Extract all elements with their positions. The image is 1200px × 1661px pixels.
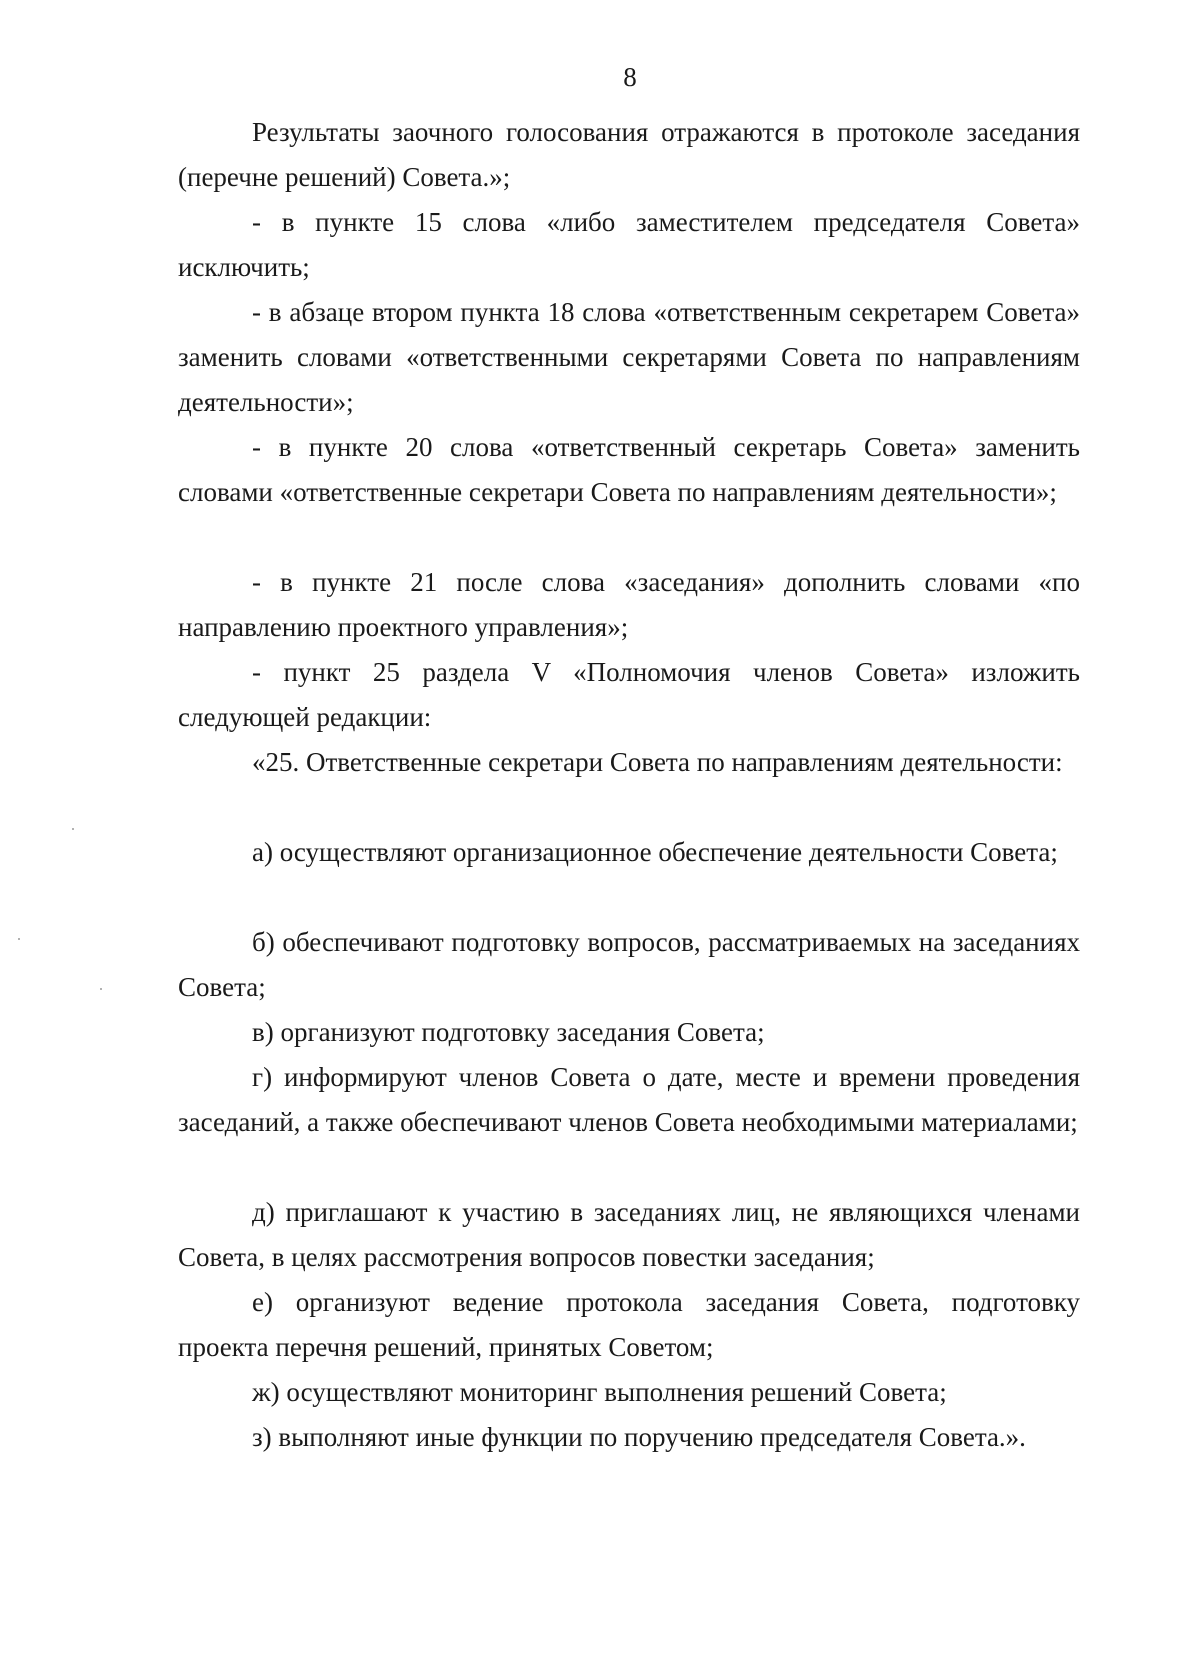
scan-speck: [18, 938, 20, 940]
paragraph-item-15: - в пункте 15 слова «либо заместителем председателя Совета» исключить;: [178, 207, 1080, 282]
paragraph-subitem-z: з) выполняют иные функции по поручению председателя Совета.».: [252, 1422, 1026, 1452]
paragraph-item-25-heading: «25. Ответственные секретари Совета по направлениям деятельности:: [252, 747, 1063, 777]
paragraph-subitem-b: б) обеспечивают подготовку вопросов, рассматриваемых на заседаниях Совета;: [178, 927, 1080, 1002]
paragraph-subitem-a: а) осуществляют организационное обеспечение деятельности Совета;: [252, 837, 1058, 867]
paragraph-item-20: - в пункте 20 слова «ответственный секретарь Совета» заменить словами «ответственные секретари Совета по направлениям деятельности»;: [178, 432, 1080, 507]
paragraph-voting-results: Результаты заочного голосования отражаются в протоколе заседания (перечне решений) Совета.»;: [178, 117, 1080, 192]
page-number: 8: [623, 62, 637, 92]
paragraph-item-25-intro: - пункт 25 раздела V «Полномочия членов Совета» изложить следующей редакции:: [178, 657, 1080, 732]
paragraph-subitem-e: е) организуют ведение протокола заседания Совета, подготовку проекта перечня решений, принятых Советом;: [178, 1287, 1080, 1362]
paragraph-subitem-zh: ж) осуществляют мониторинг выполнения решений Совета;: [252, 1377, 947, 1407]
scan-speck: [100, 988, 102, 990]
paragraph-subitem-d: д) приглашают к участию в заседаниях лиц, не являющихся членами Совета, в целях рассмотрения вопросов повестки заседания;: [178, 1197, 1080, 1272]
paragraph-item-18: - в абзаце втором пункта 18 слова «ответственным секретарем Совета» заменить словами «ответственными секретарями Совета по направлениям деятельности»;: [178, 297, 1080, 417]
paragraph-subitem-v: в) организуют подготовку заседания Совета;: [252, 1017, 765, 1047]
paragraph-subitem-g: г) информируют членов Совета о дате, месте и времени проведения заседаний, а также обеспечивают членов Совета необходимыми материалами;: [178, 1062, 1080, 1137]
scan-speck: [72, 828, 74, 830]
paragraph-item-21: - в пункте 21 после слова «заседания» дополнить словами «по направлению проектного управления»;: [178, 567, 1080, 642]
